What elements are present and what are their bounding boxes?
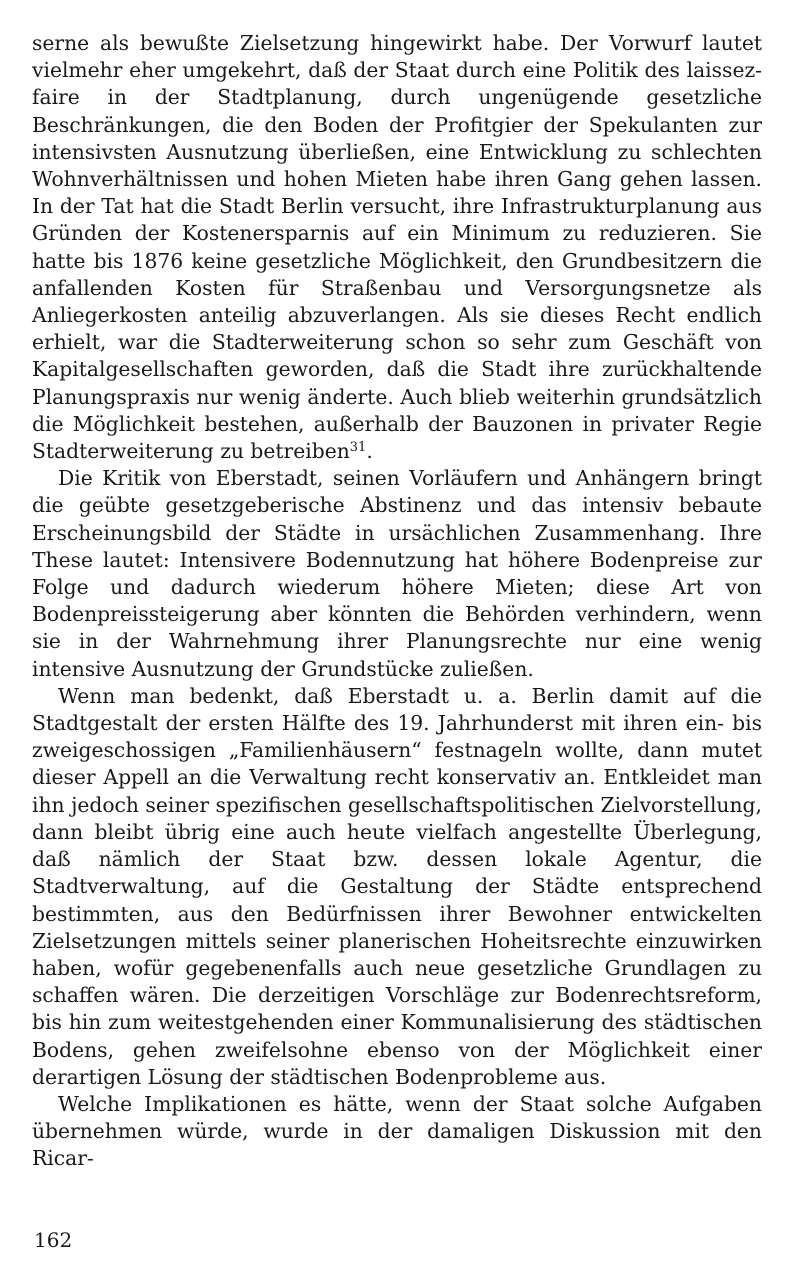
page-body — [32, 30, 762, 1173]
paragraph-3: Wenn man bedenkt, daß Eberstadt u. a. Berlin damit auf die Stadtgestalt der ersten Hälfte des 19. Jahrhunderst mit ihren ein- bis zweigeschossigen „Familienhäusern“ festnageln wollte, dann mutet dieser Appell an die Verwaltung recht konservativ an. Entkleidet man ihn jedoch seiner spezifischen gesellschaftspolitischen Zielvorstellung, dann bleibt übrig eine auch heute vielfach angestellte Überlegung, daß nämlich der Staat bzw. dessen lokale Agentur, die Stadtverwaltung, auf die Gestaltung der Städte entsprechend bestimmten, aus den Bedürfnissen ihrer Bewohner entwickelten Zielsetzungen mittels seiner planerischen Hoheitsrechte einzuwirken haben, wofür gegebenenfalls auch neue gesetzliche Grundlagen zu schaffen wären. Die derzeitigen Vorschläge zur Bodenrechtsreform, bis hin zum weitestgehenden einer Kommunalisierung des städtischen Bodens, gehen zweifelsohne ebenso von der Möglichkeit einer derartigen Lösung der städtischen Bodenprobleme aus. — [32, 683, 762, 1089]
paragraph-1 — [32, 30, 762, 465]
page-number: 162 — [34, 1228, 73, 1252]
paragraph-1-tail: . — [366, 439, 373, 464]
footnote-marker-31[interactable]: 31 — [349, 440, 367, 456]
paragraph-2: Die Kritik von Eberstadt, seinen Vorläufern und Anhängern bringt die geübte gesetzgeberische Abstinenz und das intensiv bebaute Erscheinungsbild der Städte in ursächlichen Zusammenhang. Ihre These lautet: Intensivere Bodennutzung hat höhere Bodenpreise zur Folge und dadurch wiederum höhere Mieten; diese Art von Bodenpreissteigerung aber könnten die Behörden verhindern, wenn sie in der Wahrnehmung ihrer Planungsrechte nur eine wenig intensive Ausnutzung der Grundstücke zuließen. — [32, 466, 762, 681]
paragraph-4: Welche Implikationen es hätte, wenn der Staat solche Aufgaben übernehmen würde, wurde in der damaligen Diskussion mit den Ricar- — [32, 1091, 762, 1171]
paragraph-1-text: serne als bewußte Zielsetzung hingewirkt habe. Der Vorwurf lautet vielmehr eher umgekehrt, daß der Staat durch eine Politik des laissez-faire in der Stadtplanung, durch ungenügende gesetzliche Beschränkungen, die den Boden der Profitgier der Spekulanten zur intensivsten Ausnutzung überließen, eine Entwicklung zu schlechten Wohnverhältnissen und hohen Mieten habe ihren Gang gehen lassen. In der Tat hat die Stadt Berlin versucht, ihre Infrastrukturplanung aus Gründen der Kostenersparnis auf ein Minimum zu reduzieren. Sie hatte bis 1876 keine gesetzliche Möglichkeit, den Grundbesitzern die anfallenden Kosten für Straßenbau und Versorgungsnetze als Anliegerkosten anteilig abzuverlangen. Als sie dieses Recht endlich erhielt, war die Stadterweiterung schon so sehr zum Geschäft von Kapitalgesellschaften geworden, daß die Stadt ihre zurückhaltende Planungspraxis nur wenig änderte. Auch blieb weiterhin grundsätzlich die Möglichkeit bestehen, außerhalb der Bauzonen in privater Regie Stadterweiterung zu betreiben — [32, 31, 762, 464]
